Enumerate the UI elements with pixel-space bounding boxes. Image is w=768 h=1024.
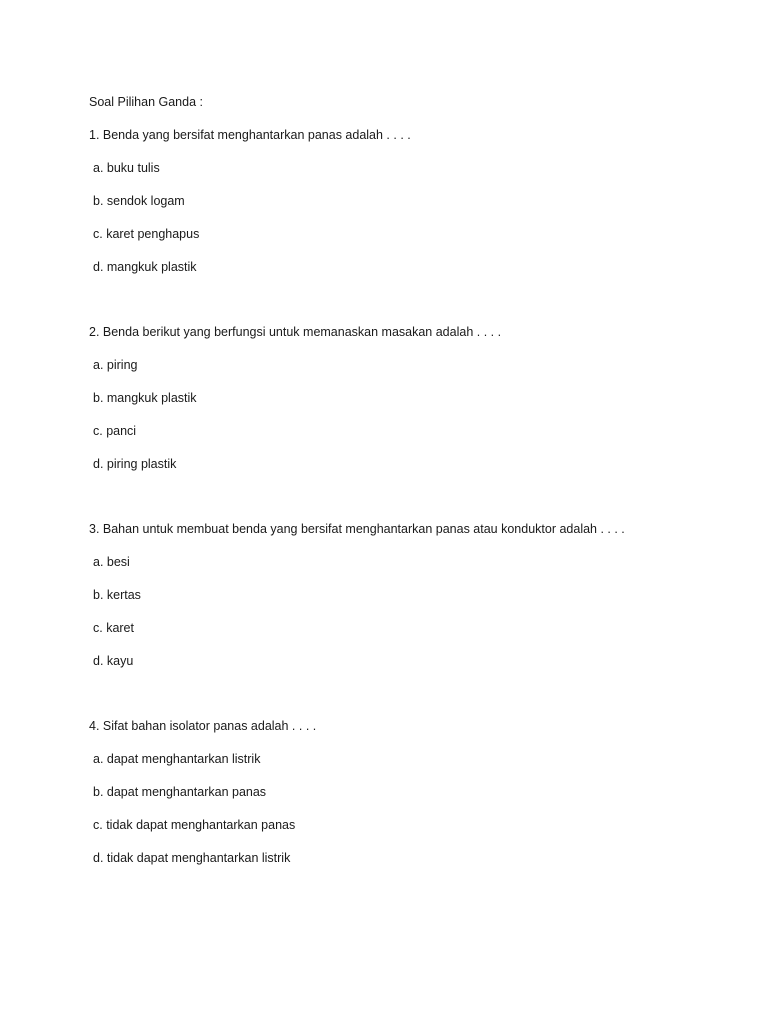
question-1-option-a: a. buku tulis <box>93 161 160 175</box>
question-3-option-a: a. besi <box>93 555 130 569</box>
question-2-option-d: d. piring plastik <box>93 457 177 471</box>
question-4: 4. Sifat bahan isolator panas adalah . . . . <box>89 719 317 733</box>
question-2-option-b: b. mangkuk plastik <box>93 391 197 405</box>
question-3-option-d: d. kayu <box>93 654 134 668</box>
question-2-option-a: a. piring <box>93 358 138 372</box>
question-3-option-c: c. karet <box>93 621 134 635</box>
question-4-option-b: b. dapat menghantarkan panas <box>93 785 267 799</box>
question-1-option-d: d. mangkuk plastik <box>93 260 197 274</box>
question-4-option-c: c. tidak dapat menghantarkan panas <box>93 818 296 832</box>
question-3-option-b: b. kertas <box>93 588 141 602</box>
question-2: 2. Benda berikut yang berfungsi untuk memanaskan masakan adalah . . . . <box>89 325 502 339</box>
question-4-option-a: a. dapat menghantarkan listrik <box>93 752 261 766</box>
question-3: 3. Bahan untuk membuat benda yang bersifat menghantarkan panas atau konduktor adalah . . . . <box>89 522 625 536</box>
question-4-option-d: d. tidak dapat menghantarkan listrik <box>93 851 291 865</box>
question-1: 1. Benda yang bersifat menghantarkan panas adalah . . . . <box>89 128 411 142</box>
question-1-option-b: b. sendok logam <box>93 194 185 208</box>
page-title: Soal Pilihan Ganda : <box>89 95 203 109</box>
question-2-option-c: c. panci <box>93 424 137 438</box>
question-1-option-c: c. karet penghapus <box>93 227 200 241</box>
